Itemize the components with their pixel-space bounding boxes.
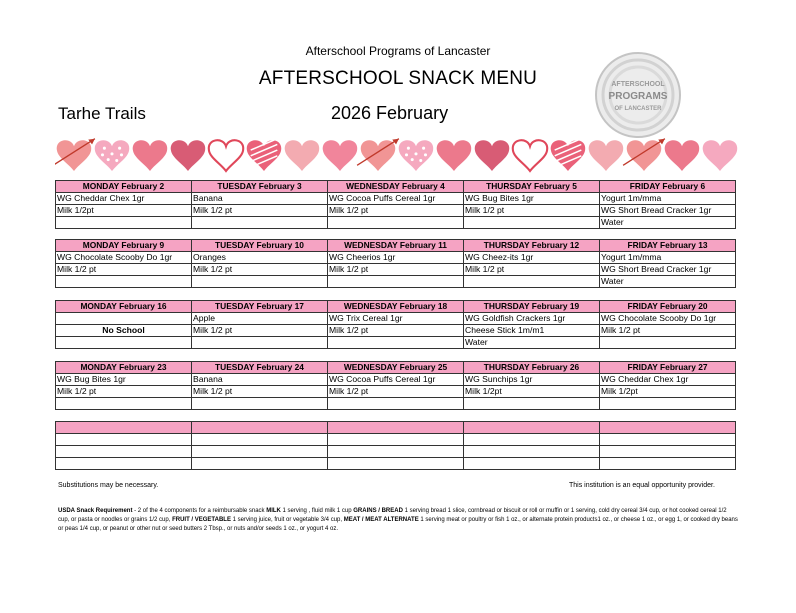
menu-item: Milk 1/2 pt xyxy=(192,205,328,217)
week-table xyxy=(55,300,736,349)
day-header: THURSDAY February 5 xyxy=(464,181,600,193)
menu-item: WG Cheerios 1gr xyxy=(328,252,464,264)
menu-item xyxy=(464,217,600,229)
menu-item: WG Short Bread Cracker 1gr xyxy=(600,205,736,217)
day-header: TUESDAY February 10 xyxy=(192,240,328,252)
menu-item: WG Chocolate Scooby Do 1gr xyxy=(56,252,192,264)
menu-row xyxy=(56,252,736,264)
usda-intro: - 2 of the 4 components for a reimbursable snack xyxy=(132,508,267,514)
week-table xyxy=(55,180,736,229)
menu-item: Milk 1/2 pt xyxy=(192,264,328,276)
menu-row xyxy=(56,193,736,205)
heart-icon xyxy=(589,140,624,171)
day-header: WEDNESDAY February 11 xyxy=(328,240,464,252)
menu-item xyxy=(56,337,192,349)
heart-icon xyxy=(323,140,358,171)
menu-item: Milk 1/2pt xyxy=(600,386,736,398)
menu-row xyxy=(56,313,736,325)
menu-title: AFTERSCHOOL SNACK MENU xyxy=(258,68,538,89)
heart-icon xyxy=(623,139,665,171)
menu-item: WG Bug Bites 1gr xyxy=(464,193,600,205)
menu-item xyxy=(192,217,328,229)
heart-icon xyxy=(665,140,700,171)
menu-item: Milk 1/2 pt xyxy=(464,264,600,276)
day-header: FRIDAY February 27 xyxy=(600,362,736,374)
menu-item: Milk 1/2 pt xyxy=(192,386,328,398)
menu-item: WG Cocoa Puffs Cereal 1gr xyxy=(328,193,464,205)
menu-item: No School xyxy=(56,325,192,337)
substitutions-note: Substitutions may be necessary. xyxy=(58,482,159,489)
milk-label: MILK xyxy=(266,508,281,514)
menu-item xyxy=(328,217,464,229)
heart-icon xyxy=(209,140,244,171)
milk-text: 1 serving , fluid milk 1 cup xyxy=(280,508,354,514)
menu-item: Milk 1/2 pt xyxy=(328,386,464,398)
menu-item: Milk 1/2 pt xyxy=(56,386,192,398)
menu-item: Water xyxy=(600,217,736,229)
day-header: WEDNESDAY February 18 xyxy=(328,301,464,313)
day-header: TUESDAY February 3 xyxy=(192,181,328,193)
menu-item: Banana xyxy=(192,374,328,386)
menu-item: Water xyxy=(464,337,600,349)
menu-item xyxy=(328,276,464,288)
day-header-row xyxy=(56,301,736,313)
menu-item xyxy=(328,337,464,349)
meat-text: 1 serving meat or poultry or fish 1 oz., or alternate protein products1 oz., or cheese 1 oz., or egg 1, or cooked dry beans or peas 1/4 cup, or peanut or other nut or seed butters 2 Tbsp., or nuts and/or seeds 1 oz., or yogurt 4 oz. xyxy=(58,517,738,532)
week-table xyxy=(55,239,736,288)
menu-item xyxy=(192,337,328,349)
fruit-text: 1 serving juice, fruit or vegetable 3/4 cup, xyxy=(230,517,344,523)
logo-text-mid: PROGRAMS xyxy=(608,91,668,102)
menu-item: WG Short Bread Cracker 1gr xyxy=(600,264,736,276)
heart-icon xyxy=(285,140,320,171)
menu-row xyxy=(56,205,736,217)
day-header: TUESDAY February 17 xyxy=(192,301,328,313)
week-table xyxy=(55,361,736,410)
menu-item: WG Cheez-its 1gr xyxy=(464,252,600,264)
menu-item: Apple xyxy=(192,313,328,325)
menu-item xyxy=(464,398,600,410)
grains-text: 1 serving bread 1 slice, cornbread or biscuit or roll or muffin or 1 serving, cold dry cereal 3/4 cup, or hot cooked cereal 1/2 cup, or pasta or noodles or grains 1/2 cup, xyxy=(58,508,727,523)
menu-row xyxy=(56,386,736,398)
menu-row xyxy=(56,398,736,410)
day-header: MONDAY February 23 xyxy=(56,362,192,374)
menu-item xyxy=(56,398,192,410)
menu-item: Oranges xyxy=(192,252,328,264)
meat-label: MEAT / MEAT ALTERNATE xyxy=(343,517,419,523)
day-header: THURSDAY February 19 xyxy=(464,301,600,313)
menu-row xyxy=(56,374,736,386)
menu-item: Milk 1/2 pt xyxy=(56,264,192,276)
heart-icon xyxy=(171,140,206,171)
day-header: WEDNESDAY February 25 xyxy=(328,362,464,374)
usda-requirements xyxy=(58,507,738,534)
menu-item xyxy=(192,276,328,288)
day-header-row xyxy=(56,240,736,252)
menu-item: Milk 1/2pt xyxy=(56,205,192,217)
menu-item: WG Chocolate Scooby Do 1gr xyxy=(600,313,736,325)
menu-item xyxy=(328,398,464,410)
menu-item: Yogurt 1m/mma xyxy=(600,193,736,205)
menu-row xyxy=(56,217,736,229)
heart-icon xyxy=(133,140,168,171)
day-header: TUESDAY February 24 xyxy=(192,362,328,374)
program-logo xyxy=(593,50,683,140)
heart-icon xyxy=(551,139,586,171)
logo-text-top: AFTERSCHOOL xyxy=(611,81,665,88)
menu-item: WG Cheddar Chex 1gr xyxy=(56,193,192,205)
menu-item: Banana xyxy=(192,193,328,205)
day-header: FRIDAY February 6 xyxy=(600,181,736,193)
menu-item: WG Goldfish Crackers 1gr xyxy=(464,313,600,325)
day-header: FRIDAY February 20 xyxy=(600,301,736,313)
day-header: WEDNESDAY February 4 xyxy=(328,181,464,193)
menu-item xyxy=(56,217,192,229)
fruit-label: FRUIT / VEGETABLE xyxy=(172,517,231,523)
menu-item: Milk 1/2 pt xyxy=(328,264,464,276)
heart-icon xyxy=(437,140,472,171)
day-header: FRIDAY February 13 xyxy=(600,240,736,252)
heart-icon xyxy=(357,139,399,171)
menu-item: Milk 1/2 pt xyxy=(192,325,328,337)
day-header: THURSDAY February 12 xyxy=(464,240,600,252)
heart-icon xyxy=(247,139,282,171)
menu-item xyxy=(192,398,328,410)
menu-item xyxy=(56,313,192,325)
menu-row xyxy=(56,264,736,276)
menu-item xyxy=(600,398,736,410)
menu-item xyxy=(600,337,736,349)
menu-item: Milk 1/2 pt xyxy=(464,205,600,217)
menu-item: WG Cheddar Chex 1gr xyxy=(600,374,736,386)
organization-name: Afterschool Programs of Lancaster xyxy=(305,44,491,58)
heart-icon xyxy=(475,140,510,171)
menu-item: Cheese Stick 1m/m1 xyxy=(464,325,600,337)
menu-item: WG Cocoa Puffs Cereal 1gr xyxy=(328,374,464,386)
menu-item: Water xyxy=(600,276,736,288)
menu-month: 2026 February xyxy=(331,103,449,123)
menu-item: Yogurt 1m/mma xyxy=(600,252,736,264)
day-header-row xyxy=(56,181,736,193)
day-header-row xyxy=(56,362,736,374)
heart-icon xyxy=(95,140,130,171)
day-header: MONDAY February 9 xyxy=(56,240,192,252)
menu-row xyxy=(56,276,736,288)
menu-item: Milk 1/2 pt xyxy=(600,325,736,337)
menu-item: WG Bug Bites 1gr xyxy=(56,374,192,386)
heart-icon xyxy=(703,140,738,171)
menu-item xyxy=(464,276,600,288)
day-header: MONDAY February 16 xyxy=(56,301,192,313)
menu-item: Milk 1/2pt xyxy=(464,386,600,398)
menu-item xyxy=(56,276,192,288)
blank-menu-table xyxy=(55,421,736,470)
menu-row xyxy=(56,337,736,349)
site-name: Tarhe Trails xyxy=(58,104,146,123)
menu-item: WG Sunchips 1gr xyxy=(464,374,600,386)
menu-item: Milk 1/2 pt xyxy=(328,325,464,337)
menu-item: Milk 1/2 pt xyxy=(328,205,464,217)
heart-icon xyxy=(513,140,548,171)
menu-item: WG Trix Cereal 1gr xyxy=(328,313,464,325)
heart-icon xyxy=(55,139,95,171)
menu-row xyxy=(56,325,736,337)
day-header: THURSDAY February 26 xyxy=(464,362,600,374)
heart-icon xyxy=(399,140,434,171)
usda-label: USDA Snack Requirement xyxy=(58,508,133,514)
equal-opportunity-note: This institution is an equal opportunity provider. xyxy=(569,482,715,489)
heart-border-decoration xyxy=(55,135,739,177)
grains-label: GRAINS / BREAD xyxy=(353,508,403,514)
logo-text-bottom: OF LANCASTER xyxy=(614,106,662,112)
day-header: MONDAY February 2 xyxy=(56,181,192,193)
